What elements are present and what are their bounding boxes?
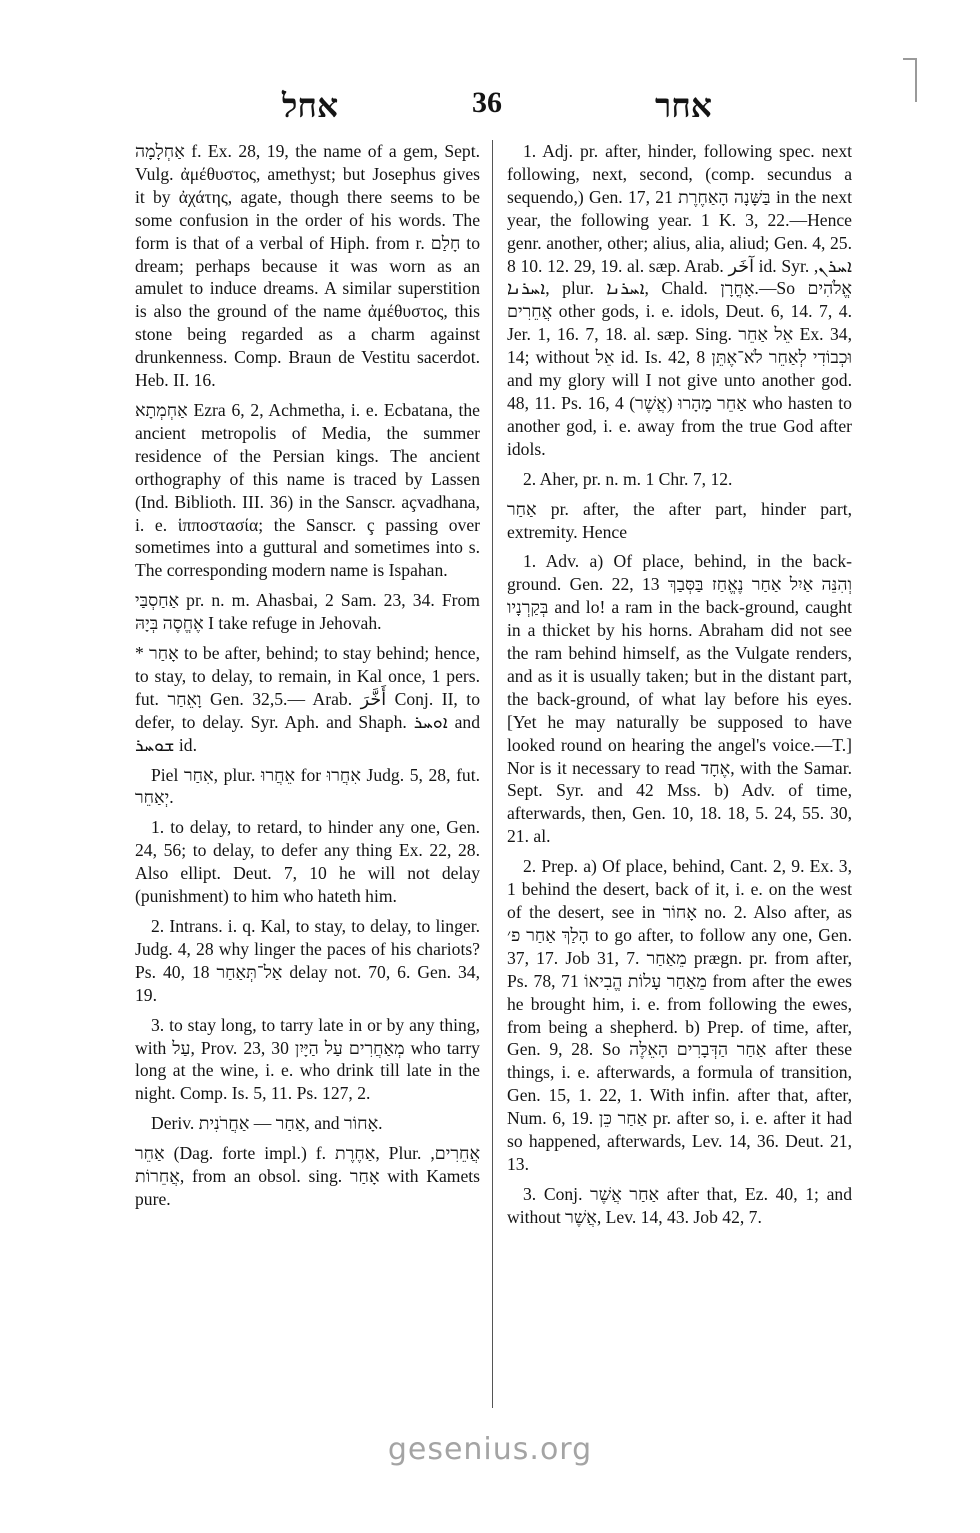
left-column <box>135 140 480 1218</box>
entry-achmetha: אַחְמְתָא Ezra 6, 2, Achmetha, i. e. Ecbatana, the ancient metropolis of Media, the summer residence of the Persian kings. The ancient orthography of this name is traced by Lassen (Ind. Biblioth. III. 36) in the Sanscr. açvadhana, i. e. ἱπποστασία; the Sanscr. ç passing over sometimes into a guttural and sometimes into s. The corresponding modern name is Ispahan. <box>135 399 480 581</box>
entry-piel: Piel אִחַר, plur. אֵחֲרוּ for אִחֲרוּ Judg. 5, 28, fut. יְאַחֵר. <box>135 764 481 808</box>
entry-achar-verb: * אָחַר to be after, behind; to stay behind; hence, to stay, to delay, to remain, in Kal once, 1 pers. fut. וָאֵחַר Gen. 32,5.— Arab. أَخَّرَ Conj. II, to defer, to delay. Syr. Aph. and Shaph. ܐܘܚܪ and ܫܘܚܪ id. <box>135 643 480 755</box>
adj-sense-1: 1. Adj. pr. after, hinder, following spec. next following, next, second, (comp. secundus a sequendo,) Gen. 17, 21 בַּשָּׁנָה הָאַחֶרֶת in the next year, the following year. 1 K. 3, 22.—Hence genr. another, other; alius, alia, aliud; Gen. 4, 25. 8 10. 12. 29, 19. al. sæp. Arab. آخَر id. Syr. ܐܚܪܢ, ܐܚܪܢܐ, plur. ܐܚܪܢܐ, Chald. אָחֳרָן.—So אֱלֹהִים אֲחֵרִים other gods, i. e. idols, Deut. 6, 14. 7, 4. Jer. 1, 16. 7, 18. al. sæp. Sing. אֵל אַחֵר Ex. 34, 14; without אֵל id. Is. 42, 8 וּכְבוֹדִי לְאַחֵר לֹא־אֶתֵּן and my glory will I not give unto another god. 48, 11. Ps. 16, 4 (אֲשֶׁר) אַחֵר מָהָרוּ who hasten to another god, i. e. away from the true God after idols. <box>507 141 853 459</box>
prep-sense-2: 2. Prep. a) Of place, behind, Cant. 2, 9. Ex. 3, 1 behind the desert, back of it, i. e. on the west of the desert, see in אָחוֹר no. 2. Also after, as הָלַךְ אַחַר פ׳ to go after, to follow any one, Gen. 37, 17. Job 31, 7. מֵאַחַר prægn. pr. from after, Ps. 78, 71 מֵאַחַר עָלוֹת הֱבִיאוֹ from after the ewes he brought him, i. e. from following the ewes, from being a shepherd. b) Prep. of time, after, Gen. 9, 28. So אַחַר הַדְּבָרִים הָאֵלֶּה after these things, i. e. afterwards, a formula of transition, Gen. 15, 1. 22, 1. With infin. after that, after, Num. 6, 19. אַחַר כֵּן pr. after so, i. e. after it had so happened, afterwards, Lev. 14, 36. Deut. 21, 13. <box>507 856 853 1174</box>
sense-3: 3. to stay long, to tarry late in or by any thing, with עַל, Prov. 23, 30 מְאַחֲרִים עַל הַיָּיִן who tarry long at the wine, i. e. who drink till late in the night. Comp. Is. 5, 11. Ps. 127, 2. <box>135 1014 480 1104</box>
entry-achar-prep: אַחַר pr. after, the after part, hinder part, extremity. Hence <box>507 498 852 542</box>
page-number: 36 <box>472 86 502 119</box>
adj-sense-2: 2. Aher, pr. n. m. 1 Chr. 7, 12. <box>523 468 733 489</box>
page-header <box>0 86 980 126</box>
entry-ahasbai: אַחַסְבַּי pr. n. m. Ahasbai, 2 Sam. 23, 34. From אֶחֱסֶה בְּיָהּ I take refuge in Jehovah. <box>135 590 480 634</box>
sense-2: 2. Intrans. i. q. Kal, to stay, to delay, to linger. Judg. 4, 28 why linger the paces of his chariots? Ps. 40, 18 אַל־תְּאַחַר delay not. 70, 6. Gen. 34, 19. <box>135 916 480 1005</box>
right-headword: אחר <box>655 86 712 125</box>
left-headword: אחל <box>282 86 339 125</box>
site-watermark: gesenius.org <box>387 1432 593 1467</box>
prep-sense-3: 3. Conj. אַחַר אֲשֶׁר after that, Ez. 40, 1; and without אֲשֶׁר, Lev. 14, 43. Job 42, 7. <box>507 1183 852 1227</box>
sense-1: 1. to delay, to retard, to hinder any one, Gen. 24, 56; to delay, to defer any thing Ex. 22, 28. Also ellipt. Deut. 7, 10 he will not delay (punishment) to him who hateth him. <box>135 817 480 907</box>
entry-acher-adj: אַחֵר (Dag. forte impl.) f. אַחֶרֶת, Plur. אֲחֵרִים, אֲחֵרוֹת, from an obsol. sing. אָחַר with Kamets pure. <box>135 1143 481 1209</box>
entry-achlamah: אַחְלָמָה f. Ex. 28, 19, the name of a gem, Sept. Vulg. ἀμέθυστος, amethyst; but Josephus gives it by ἀχάτης, agate, though there seems to be some confusion in the order of his words. The form is that of a verbal of Hiph. from r. חָלַם to dream; perhaps because it was worn as an amulet to induce dreams. A similar superstition is also the ground of the name ἀμέθυστος, this stone being regarded as a charm against drunkenness. Comp. Braun de Vestitu sacerdot. Heb. II. 16. <box>135 141 480 391</box>
right-column <box>507 140 852 1236</box>
column-divider <box>492 140 493 1408</box>
prep-sense-1: 1. Adv. a) Of place, behind, in the back-ground. Gen. 22, 13 וְהִנֵּה אַיִל אַחַר נֶאֱחַז בַּסְּבַךְ בְּקַרְנָיו and lo! a ram in the back-ground, caught in a thicket by his horns. Abraham did not see the ram behind himself, as the Vulgate renders, and as it is usually taken; but in the distant part, the back-ground, of what lay before his eyes. [Yet he may naturally be supposed to have looked round on hearing the angel's voice.—T.] Nor is it necessary to read אֶחָד, with the Samar. Sept. Syr. and 42 Mss. b) Adv. of time, afterwards, then, Gen. 10, 18. 18, 5. 24, 55. 30, 21. al. <box>507 551 852 847</box>
derivatives: Deriv. אַחַר — אַחֲרֹנִית, and אָחוֹר. <box>151 1113 383 1134</box>
